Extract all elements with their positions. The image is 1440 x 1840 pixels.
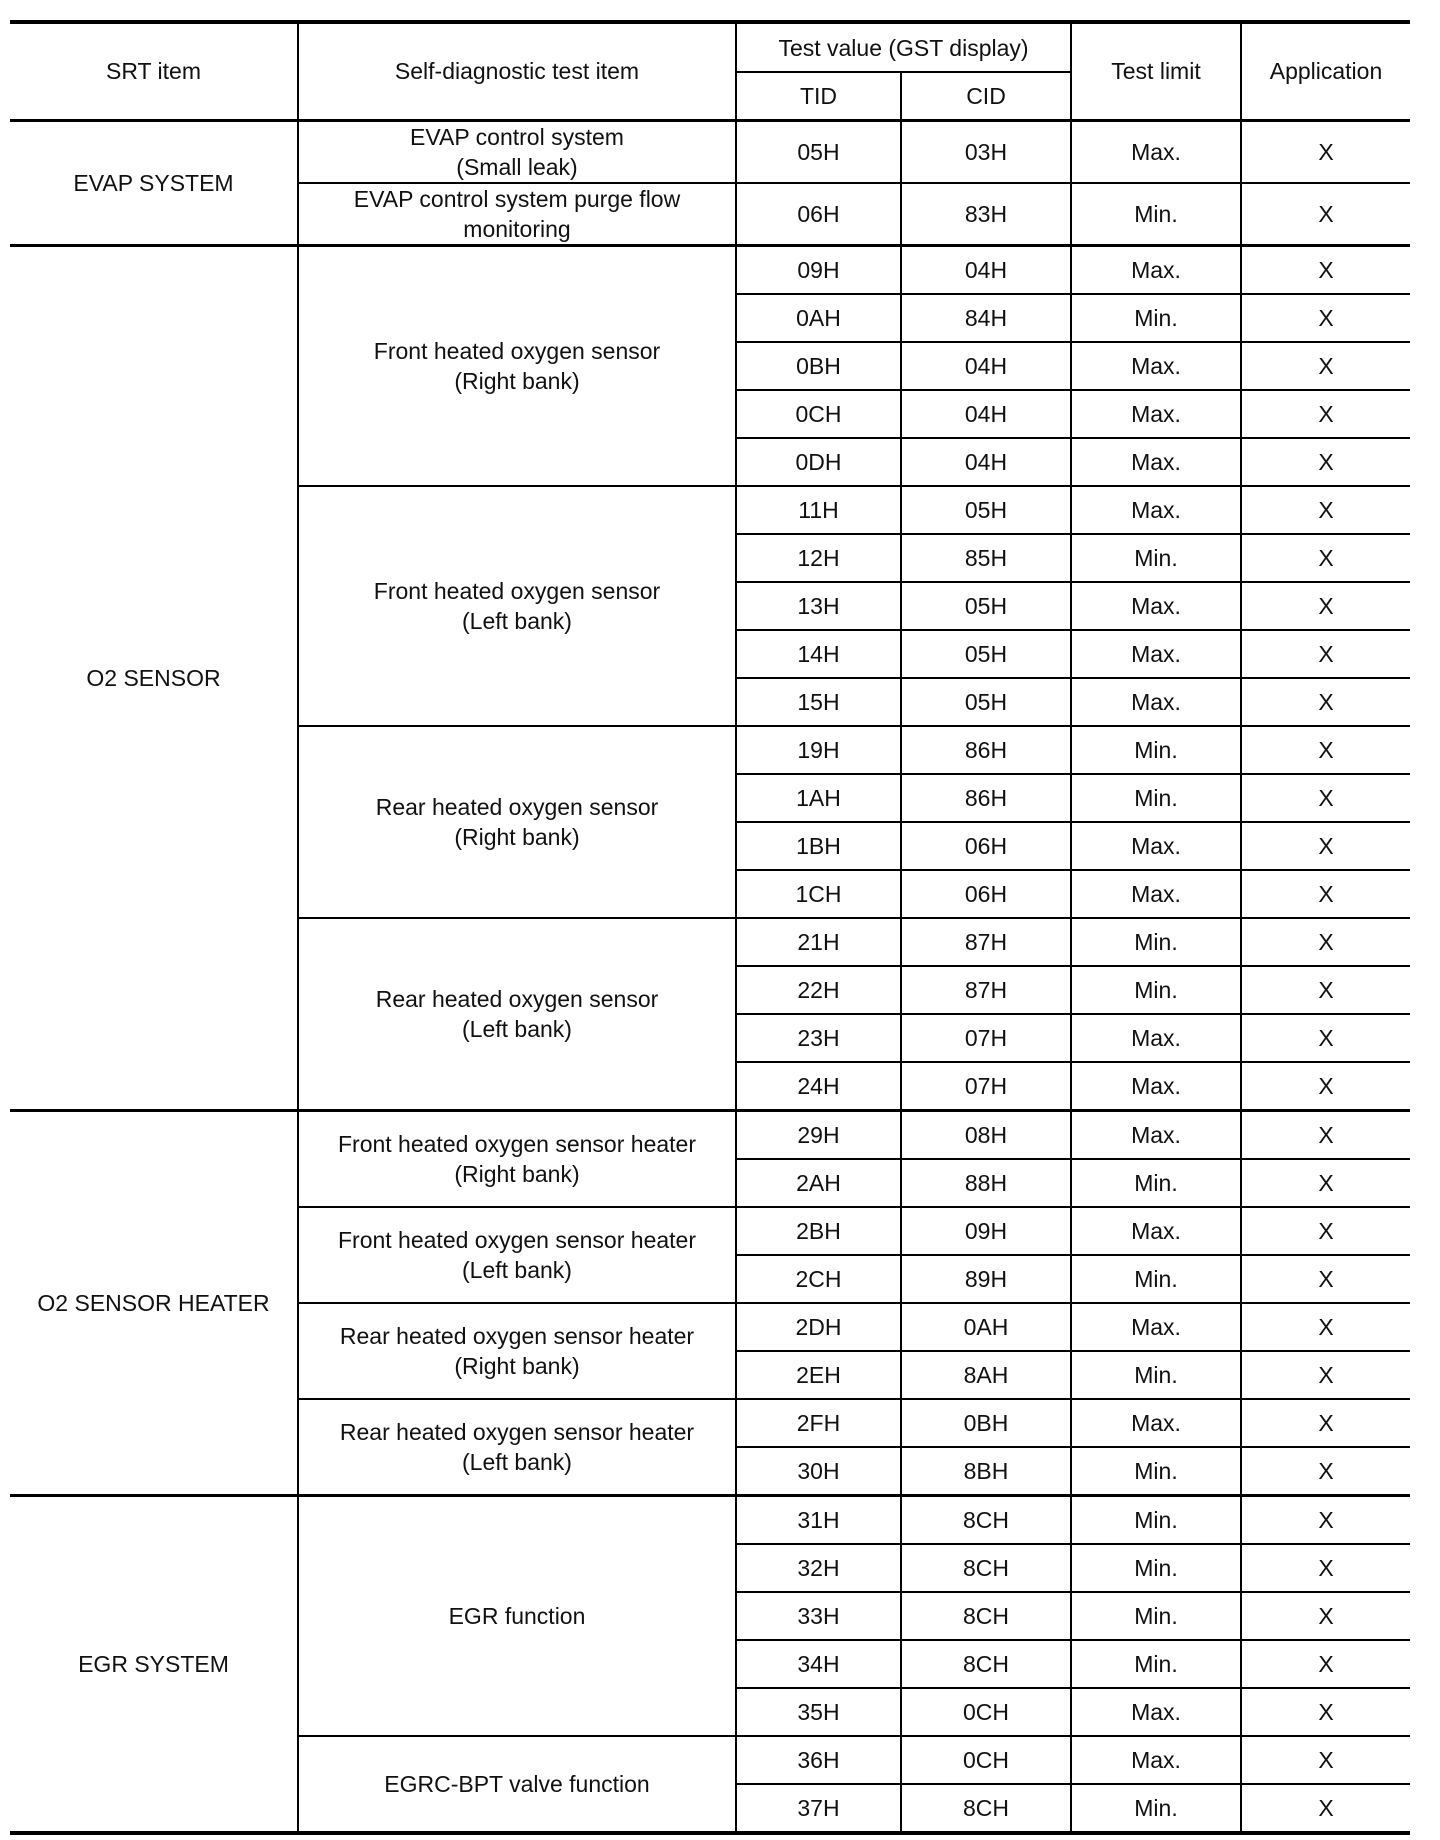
application-cell: X xyxy=(1241,1495,1410,1544)
cid-cell: 86H xyxy=(901,774,1071,822)
test-limit-cell: Max. xyxy=(1071,342,1241,390)
test-item-cell xyxy=(298,120,736,183)
test-limit-cell: Max. xyxy=(1071,1014,1241,1062)
cid-cell: 08H xyxy=(901,1110,1071,1159)
cid-cell: 87H xyxy=(901,966,1071,1014)
header-cid: CID xyxy=(901,72,1071,120)
application-cell: X xyxy=(1241,1399,1410,1447)
tid-cell: 21H xyxy=(736,918,901,966)
tid-cell: 09H xyxy=(736,245,901,294)
tid-cell: 13H xyxy=(736,582,901,630)
application-cell: X xyxy=(1241,726,1410,774)
cid-cell: 8BH xyxy=(901,1447,1071,1496)
application-cell: X xyxy=(1241,183,1410,246)
srt-test-table xyxy=(10,20,1410,1835)
test-item-cell xyxy=(298,1399,736,1496)
table-body xyxy=(10,120,1410,1833)
test-limit-cell: Max. xyxy=(1071,245,1241,294)
application-cell: X xyxy=(1241,534,1410,582)
application-cell: X xyxy=(1241,342,1410,390)
test-item-cell xyxy=(298,918,736,1111)
srt-item-cell: EGR SYSTEM xyxy=(10,1495,298,1833)
test-limit-cell: Min. xyxy=(1071,1784,1241,1833)
table-row xyxy=(10,1110,1410,1159)
application-cell: X xyxy=(1241,120,1410,183)
cid-cell: 06H xyxy=(901,822,1071,870)
test-limit-cell: Min. xyxy=(1071,726,1241,774)
application-cell: X xyxy=(1241,822,1410,870)
tid-cell: 11H xyxy=(736,486,901,534)
cid-cell: 05H xyxy=(901,678,1071,726)
application-cell: X xyxy=(1241,1640,1410,1688)
application-cell: X xyxy=(1241,1736,1410,1784)
test-item-label: Front heated oxygen sensor (Right bank) xyxy=(373,337,661,394)
test-limit-cell: Min. xyxy=(1071,183,1241,246)
test-limit-cell: Max. xyxy=(1071,1736,1241,1784)
table-row xyxy=(10,245,1410,294)
test-item-label: Rear heated oxygen sensor heater (Left bank) xyxy=(339,1418,695,1475)
test-limit-cell: Max. xyxy=(1071,822,1241,870)
application-cell: X xyxy=(1241,582,1410,630)
test-item-label: EVAP control system purge flow monitoring xyxy=(353,185,681,242)
test-limit-cell: Min. xyxy=(1071,1592,1241,1640)
test-item-cell xyxy=(298,486,736,726)
application-cell: X xyxy=(1241,1544,1410,1592)
application-cell: X xyxy=(1241,1688,1410,1736)
test-limit-cell: Max. xyxy=(1071,678,1241,726)
cid-cell: 83H xyxy=(901,183,1071,246)
cid-cell: 8AH xyxy=(901,1351,1071,1399)
cid-cell: 04H xyxy=(901,342,1071,390)
tid-cell: 23H xyxy=(736,1014,901,1062)
cid-cell: 05H xyxy=(901,486,1071,534)
cid-cell: 03H xyxy=(901,120,1071,183)
cid-cell: 0CH xyxy=(901,1688,1071,1736)
tid-cell: 06H xyxy=(736,183,901,246)
cid-cell: 0CH xyxy=(901,1736,1071,1784)
test-limit-cell: Max. xyxy=(1071,582,1241,630)
cid-cell: 09H xyxy=(901,1207,1071,1255)
tid-cell: 32H xyxy=(736,1544,901,1592)
cid-cell: 05H xyxy=(901,630,1071,678)
tid-cell: 0BH xyxy=(736,342,901,390)
srt-item-cell: O2 SENSOR HEATER xyxy=(10,1110,298,1495)
test-limit-cell: Max. xyxy=(1071,1062,1241,1111)
test-limit-cell: Max. xyxy=(1071,1207,1241,1255)
header-tid: TID xyxy=(736,72,901,120)
test-limit-cell: Min. xyxy=(1071,1351,1241,1399)
tid-cell: 2CH xyxy=(736,1255,901,1303)
test-item-label: Rear heated oxygen sensor (Right bank) xyxy=(375,793,659,850)
header-test-value: Test value (GST display) xyxy=(736,22,1071,72)
cid-cell: 8CH xyxy=(901,1640,1071,1688)
test-limit-cell: Max. xyxy=(1071,438,1241,486)
tid-cell: 2FH xyxy=(736,1399,901,1447)
application-cell: X xyxy=(1241,1110,1410,1159)
test-item-cell xyxy=(298,1207,736,1303)
tid-cell: 34H xyxy=(736,1640,901,1688)
tid-cell: 33H xyxy=(736,1592,901,1640)
tid-cell: 36H xyxy=(736,1736,901,1784)
cid-cell: 04H xyxy=(901,438,1071,486)
application-cell: X xyxy=(1241,1447,1410,1496)
cid-cell: 07H xyxy=(901,1062,1071,1111)
test-limit-cell: Min. xyxy=(1071,1495,1241,1544)
application-cell: X xyxy=(1241,630,1410,678)
tid-cell: 0AH xyxy=(736,294,901,342)
cid-cell: 04H xyxy=(901,245,1071,294)
tid-cell: 2EH xyxy=(736,1351,901,1399)
test-limit-cell: Max. xyxy=(1071,1688,1241,1736)
test-limit-cell: Min. xyxy=(1071,1544,1241,1592)
cid-cell: 8CH xyxy=(901,1592,1071,1640)
application-cell: X xyxy=(1241,1255,1410,1303)
cid-cell: 86H xyxy=(901,726,1071,774)
test-item-label: EGRC-BPT valve function xyxy=(384,1770,650,1797)
cid-cell: 88H xyxy=(901,1159,1071,1207)
cid-cell: 07H xyxy=(901,1014,1071,1062)
test-limit-cell: Min. xyxy=(1071,1159,1241,1207)
test-limit-cell: Max. xyxy=(1071,870,1241,918)
header-srt-item: SRT item xyxy=(10,22,298,120)
tid-cell: 1BH xyxy=(736,822,901,870)
test-item-label: Rear heated oxygen sensor heater (Right bank) xyxy=(339,1322,695,1379)
test-limit-cell: Max. xyxy=(1071,1399,1241,1447)
cid-cell: 87H xyxy=(901,918,1071,966)
tid-cell: 29H xyxy=(736,1110,901,1159)
application-cell: X xyxy=(1241,1784,1410,1833)
test-item-cell xyxy=(298,1110,736,1207)
test-limit-cell: Min. xyxy=(1071,1447,1241,1496)
tid-cell: 1AH xyxy=(736,774,901,822)
tid-cell: 2AH xyxy=(736,1159,901,1207)
cid-cell: 8CH xyxy=(901,1784,1071,1833)
test-limit-cell: Min. xyxy=(1071,294,1241,342)
test-item-label: Front heated oxygen sensor heater (Left bank) xyxy=(337,1226,696,1283)
test-limit-cell: Min. xyxy=(1071,1640,1241,1688)
application-cell: X xyxy=(1241,1062,1410,1111)
test-item-cell xyxy=(298,183,736,246)
header-application: Application xyxy=(1241,22,1410,120)
tid-cell: 2BH xyxy=(736,1207,901,1255)
tid-cell: 24H xyxy=(736,1062,901,1111)
test-limit-cell: Min. xyxy=(1071,774,1241,822)
test-item-label: EVAP control system (Small leak) xyxy=(410,123,624,180)
tid-cell: 0DH xyxy=(736,438,901,486)
application-cell: X xyxy=(1241,774,1410,822)
tid-cell: 19H xyxy=(736,726,901,774)
test-item-label: Front heated oxygen sensor (Left bank) xyxy=(373,577,661,634)
cid-cell: 84H xyxy=(901,294,1071,342)
srt-item-cell: O2 SENSOR xyxy=(10,245,298,1110)
tid-cell: 2DH xyxy=(736,1303,901,1351)
test-limit-cell: Max. xyxy=(1071,1110,1241,1159)
tid-cell: 35H xyxy=(736,1688,901,1736)
test-item-cell xyxy=(298,1495,736,1736)
application-cell: X xyxy=(1241,1207,1410,1255)
cid-cell: 0BH xyxy=(901,1399,1071,1447)
srt-item-cell: EVAP SYSTEM xyxy=(10,120,298,245)
cid-cell: 85H xyxy=(901,534,1071,582)
tid-cell: 14H xyxy=(736,630,901,678)
cid-cell: 0AH xyxy=(901,1303,1071,1351)
test-item-cell xyxy=(298,1736,736,1833)
application-cell: X xyxy=(1241,390,1410,438)
test-item-cell xyxy=(298,1303,736,1399)
test-limit-cell: Min. xyxy=(1071,918,1241,966)
test-limit-cell: Max. xyxy=(1071,630,1241,678)
test-limit-cell: Min. xyxy=(1071,966,1241,1014)
test-limit-cell: Max. xyxy=(1071,486,1241,534)
tid-cell: 30H xyxy=(736,1447,901,1496)
application-cell: X xyxy=(1241,678,1410,726)
cid-cell: 06H xyxy=(901,870,1071,918)
application-cell: X xyxy=(1241,245,1410,294)
test-item-cell xyxy=(298,245,736,486)
tid-cell: 31H xyxy=(736,1495,901,1544)
test-item-label: EGR function xyxy=(448,1602,586,1629)
test-limit-cell: Min. xyxy=(1071,534,1241,582)
application-cell: X xyxy=(1241,486,1410,534)
tid-cell: 22H xyxy=(736,966,901,1014)
cid-cell: 05H xyxy=(901,582,1071,630)
header-self-diagnostic-test-item: Self-diagnostic test item xyxy=(298,22,736,120)
table-row xyxy=(10,120,1410,183)
tid-cell: 05H xyxy=(736,120,901,183)
test-limit-cell: Max. xyxy=(1071,1303,1241,1351)
cid-cell: 8CH xyxy=(901,1544,1071,1592)
cid-cell: 04H xyxy=(901,390,1071,438)
header-test-limit: Test limit xyxy=(1071,22,1241,120)
cid-cell: 8CH xyxy=(901,1495,1071,1544)
application-cell: X xyxy=(1241,1592,1410,1640)
application-cell: X xyxy=(1241,1014,1410,1062)
tid-cell: 0CH xyxy=(736,390,901,438)
cid-cell: 89H xyxy=(901,1255,1071,1303)
application-cell: X xyxy=(1241,918,1410,966)
tid-cell: 37H xyxy=(736,1784,901,1833)
test-item-cell xyxy=(298,726,736,918)
tid-cell: 12H xyxy=(736,534,901,582)
application-cell: X xyxy=(1241,1159,1410,1207)
tid-cell: 1CH xyxy=(736,870,901,918)
test-limit-cell: Max. xyxy=(1071,390,1241,438)
test-item-label: Front heated oxygen sensor heater (Right bank) xyxy=(337,1130,696,1187)
tid-cell: 15H xyxy=(736,678,901,726)
test-item-label: Rear heated oxygen sensor (Left bank) xyxy=(375,985,659,1042)
application-cell: X xyxy=(1241,1303,1410,1351)
application-cell: X xyxy=(1241,870,1410,918)
application-cell: X xyxy=(1241,1351,1410,1399)
test-limit-cell: Max. xyxy=(1071,120,1241,183)
application-cell: X xyxy=(1241,438,1410,486)
application-cell: X xyxy=(1241,294,1410,342)
test-limit-cell: Min. xyxy=(1071,1255,1241,1303)
table-row xyxy=(10,1495,1410,1544)
application-cell: X xyxy=(1241,966,1410,1014)
